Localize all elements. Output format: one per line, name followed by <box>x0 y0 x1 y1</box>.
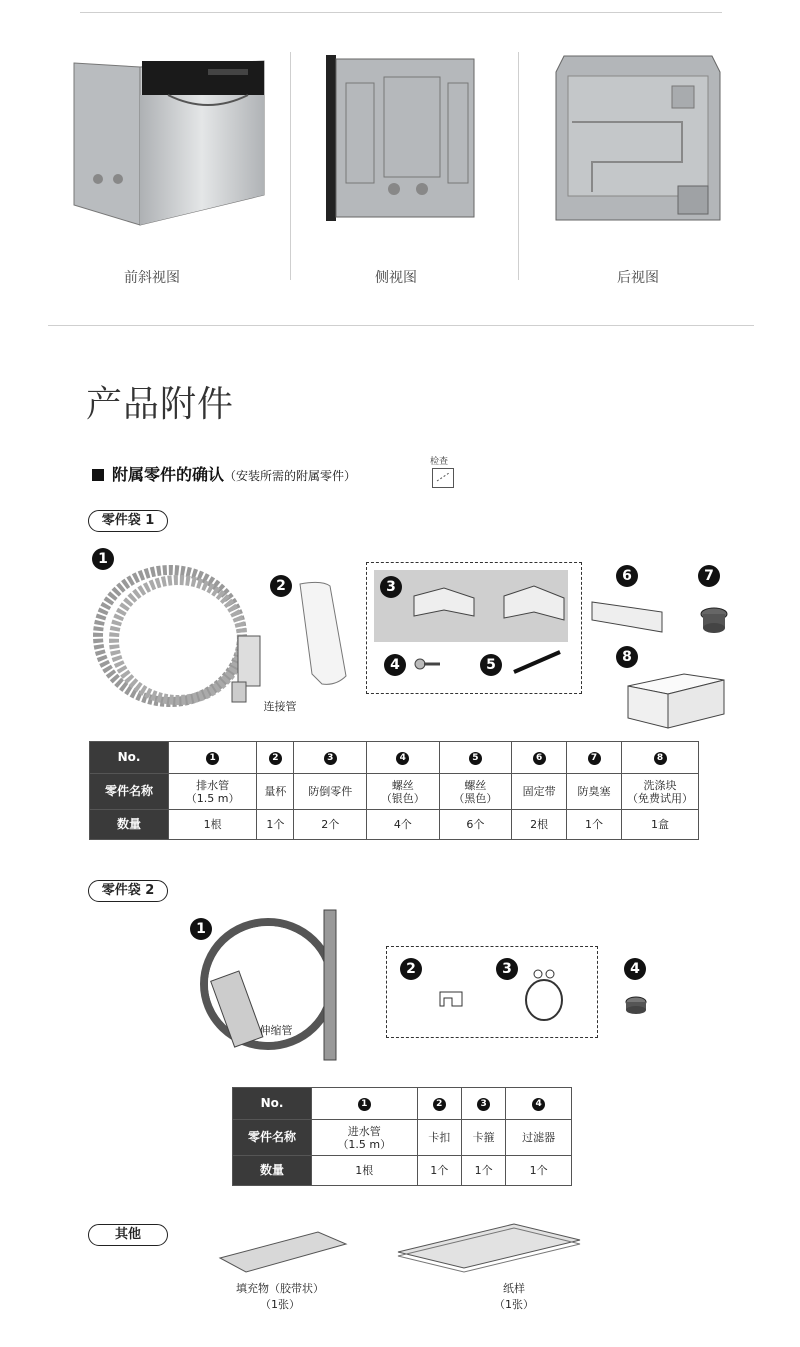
part-name-cell <box>567 774 622 810</box>
section-title: 产品附件 <box>86 384 235 425</box>
part-qty: 1根 <box>169 810 257 840</box>
part-name-cell <box>461 1120 505 1156</box>
bag1-num-cell <box>567 742 622 774</box>
part-name-cell <box>257 774 294 810</box>
filler-qty: （1张） <box>260 1298 300 1311</box>
part-qty: 1个 <box>257 810 294 840</box>
part-name-cell <box>169 774 257 810</box>
part-name: 固定带 <box>522 785 556 798</box>
number-badge: 3 <box>324 752 337 765</box>
bag1-parts-table <box>89 741 699 840</box>
bag1-label: 零件袋 1 <box>88 510 168 532</box>
bag2-header-no: No. <box>233 1088 312 1120</box>
bag1-num-cell <box>367 742 440 774</box>
others-label: 其他 <box>88 1224 168 1246</box>
number-badge: 2 <box>433 1098 446 1111</box>
bag1-marker-2: 2 <box>270 575 292 597</box>
filler-name: 填充物（胶带状） <box>236 1282 324 1295</box>
number-badge: 8 <box>654 752 667 765</box>
bag1-header-no: No. <box>90 742 169 774</box>
view-divider-2 <box>518 52 519 280</box>
part-name: 卡扣 <box>428 1131 451 1144</box>
bag2-num-cell <box>461 1088 505 1120</box>
number-badge: 4 <box>396 752 409 765</box>
bag1-marker-3: 3 <box>380 576 402 598</box>
bag1-num-cell <box>512 742 567 774</box>
part-name: 防倒零件 <box>308 785 353 798</box>
part-name-cell <box>312 1120 418 1156</box>
bag1-num-cell <box>169 742 257 774</box>
part-name: 排水管 <box>196 778 230 792</box>
bag1-num-cell <box>294 742 367 774</box>
bag1-header-name: 零件名称 <box>90 774 169 810</box>
bag2-hose-caption: 伸缩管 <box>259 1024 293 1037</box>
bag1-num-cell <box>622 742 699 774</box>
bag2-header-name: 零件名称 <box>233 1120 312 1156</box>
part-name: 进水管 <box>347 1124 381 1138</box>
part-name-cell <box>294 774 367 810</box>
part-name-cell <box>622 774 699 810</box>
bag2-num-cell <box>417 1088 461 1120</box>
template-name: 纸样 <box>503 1282 525 1295</box>
part-name-cell <box>512 774 567 810</box>
part-name: 洗涤块 <box>643 778 677 792</box>
bag2-marker-2: 2 <box>400 958 422 980</box>
part-name-note: （黑色） <box>453 791 498 805</box>
bag1-num-cell <box>257 742 294 774</box>
part-qty: 2根 <box>512 810 567 840</box>
part-name: 防臭塞 <box>577 785 611 798</box>
part-name-note: （1.5 m） <box>337 1137 392 1151</box>
part-qty: 1盒 <box>622 810 699 840</box>
number-badge: 5 <box>469 752 482 765</box>
part-name: 螺丝 <box>464 778 487 792</box>
bag1-marker-7: 7 <box>698 565 720 587</box>
part-name-cell <box>367 774 440 810</box>
part-name-cell <box>506 1120 572 1156</box>
bag1-marker-5: 5 <box>480 654 502 676</box>
number-badge: 1 <box>358 1098 371 1111</box>
number-badge: 2 <box>269 752 282 765</box>
bag2-header-qty: 数量 <box>233 1156 312 1186</box>
bag2-marker-1: 1 <box>190 918 212 940</box>
filler-caption <box>220 1280 340 1312</box>
part-qty: 1个 <box>567 810 622 840</box>
side-view-label: 侧视图 <box>375 270 417 286</box>
bag1-marker-6: 6 <box>616 565 638 587</box>
square-bullet-icon <box>92 469 104 481</box>
part-name-cell <box>439 774 512 810</box>
section-divider <box>48 325 754 326</box>
top-divider <box>80 12 722 13</box>
confirm-heading <box>92 462 356 485</box>
template-qty: （1张） <box>494 1298 534 1311</box>
part-qty: 4个 <box>367 810 440 840</box>
part-name: 螺丝 <box>391 778 414 792</box>
part-name-cell <box>417 1120 461 1156</box>
back-view-label: 后视图 <box>617 270 659 286</box>
bag1-num-cell <box>439 742 512 774</box>
confirm-title: 附属零件的确认 <box>112 465 225 484</box>
bag2-parts-table <box>232 1087 572 1186</box>
number-badge: 4 <box>532 1098 545 1111</box>
part-qty: 1个 <box>417 1156 461 1186</box>
bag2-num-cell <box>312 1088 418 1120</box>
part-name: 过滤器 <box>522 1131 556 1144</box>
part-qty: 1个 <box>506 1156 572 1186</box>
part-name-note: （免费试用） <box>627 791 693 805</box>
bag2-marker-4: 4 <box>624 958 646 980</box>
part-qty: 2个 <box>294 810 367 840</box>
confirm-note: （安装所需的附属零件） <box>224 469 357 483</box>
part-qty: 1个 <box>461 1156 505 1186</box>
view-divider-1 <box>290 52 291 280</box>
bag1-hose-caption: 连接管 <box>263 700 297 713</box>
number-badge: 6 <box>533 752 546 765</box>
bag1-marker-4: 4 <box>384 654 406 676</box>
bag1-header-qty: 数量 <box>90 810 169 840</box>
part-qty: 6个 <box>439 810 512 840</box>
template-caption <box>454 1280 574 1312</box>
number-badge: 3 <box>477 1098 490 1111</box>
check-box[interactable] <box>432 468 454 488</box>
part-name-note: （1.5 m） <box>185 791 240 805</box>
check-mark-icon <box>433 469 453 487</box>
front-view-label: 前斜视图 <box>124 270 180 286</box>
bag2-marker-3: 3 <box>496 958 518 980</box>
bag2-label: 零件袋 2 <box>88 880 168 902</box>
part-name: 卡箍 <box>472 1131 495 1144</box>
bag1-marker-1: 1 <box>92 548 114 570</box>
part-name: 量杯 <box>264 785 287 798</box>
number-badge: 1 <box>206 752 219 765</box>
bag2-num-cell <box>506 1088 572 1120</box>
check-label: 检查 <box>430 457 449 467</box>
number-badge: 7 <box>588 752 601 765</box>
part-qty: 1根 <box>312 1156 418 1186</box>
bag1-marker-8: 8 <box>616 646 638 668</box>
part-name-note: （银色） <box>380 791 425 805</box>
